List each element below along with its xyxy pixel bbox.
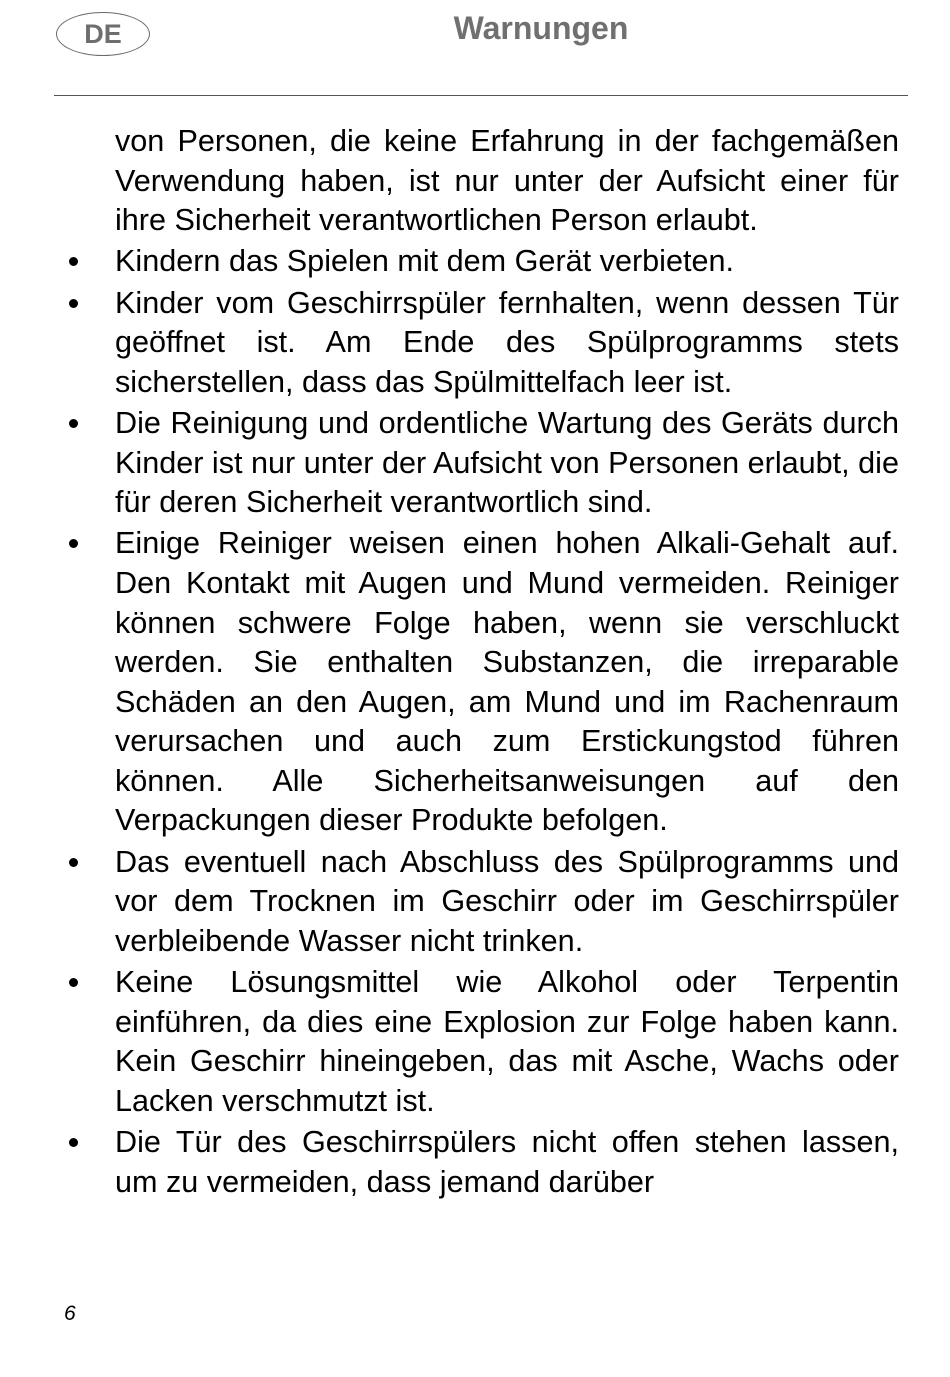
bullet-icon	[69, 539, 78, 548]
bullet-icon	[69, 978, 78, 987]
language-badge: DE	[56, 12, 150, 56]
bullet-icon	[69, 257, 78, 266]
list-item	[115, 963, 899, 1121]
bullet-icon	[69, 299, 78, 308]
list-item-text: Keine Lösungsmittel wie Alkohol oder Terpentin einführen, da dies eine Explosion zur Folge haben kann. Kein Geschirr hineingeben, das mit Asche, Wachs oder Lacken verschmutzt ist.	[115, 965, 899, 1118]
list-item-text: Die Tür des Geschirrspülers nicht offen stehen lassen, um zu vermeiden, dass jemand darüber	[115, 1125, 899, 1199]
bullet-icon	[69, 858, 78, 867]
list-item-text: Die Reinigung und ordentliche Wartung des Geräts durch Kinder ist nur unter der Aufsicht von Personen erlaubt, die für deren Sicherheit verantwortlich sind.	[115, 405, 899, 520]
intro-paragraph: von Personen, die keine Erfahrung in der fachgemäßen Verwendung haben, ist nur unter der Aufsicht einer für ihre Sicherheit verantwortlichen Person erlaubt.	[115, 124, 899, 238]
list-item	[115, 1123, 899, 1202]
list-item	[115, 524, 899, 841]
bullet-icon	[69, 419, 78, 428]
main-content	[115, 122, 899, 1202]
header-divider	[54, 95, 908, 96]
list-item-text: Kindern das Spielen mit dem Gerät verbieten.	[115, 244, 735, 279]
page-title: Warnungen	[453, 10, 629, 46]
page-number: 6	[64, 1302, 76, 1325]
warnings-list	[115, 242, 899, 1202]
list-item-text: Das eventuell nach Abschluss des Spülprogramms und vor dem Trocknen im Geschirr oder im Geschirrspüler verbleibende Wasser nicht trinken.	[115, 844, 899, 958]
list-item	[115, 242, 899, 282]
list-item-text: Einige Reiniger weisen einen hohen Alkali-Gehalt auf. Den Kontakt mit Augen und Mund vermeiden. Reiniger können schwere Folge haben, wenn sie verschluckt werden. Sie enthalten Substanzen, die irreparable Schäden an den Augen, am Mund und im Rachenraum verursachen und auch zum Erstickungstod führen können. Alle Sicherheitsanweisungen auf den Verpackungen dieser Produkte befolgen.	[115, 526, 899, 838]
list-item-text: Kinder vom Geschirrspüler fernhalten, wenn dessen Tür geöffnet ist. Am Ende des Spülprogramms stets sicherstellen, dass das Spülmittelfach leer ist.	[115, 285, 899, 399]
list-item	[115, 284, 899, 403]
list-item	[115, 404, 899, 523]
bullet-icon	[69, 1138, 78, 1147]
list-item	[115, 843, 899, 962]
